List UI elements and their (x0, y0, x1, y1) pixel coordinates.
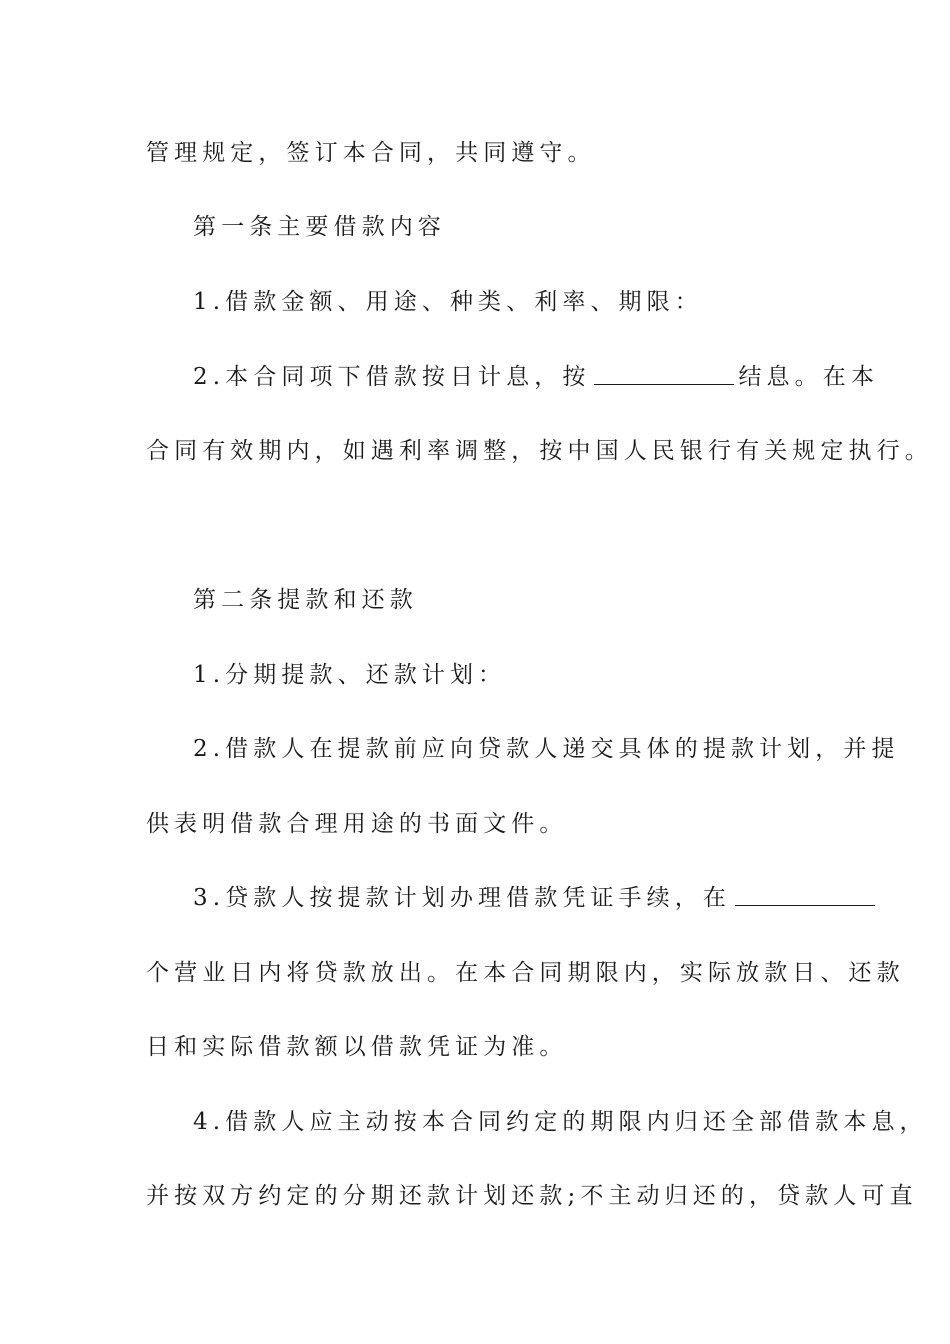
article-2-heading: 第二条提款和还款 (193, 587, 418, 613)
interest-clause-line (193, 362, 879, 392)
paragraph-line: 管理规定，签订本合同，共同遵守。 (146, 140, 596, 166)
paragraph-line: 1.借款金额、用途、种类、利率、期限： (193, 289, 703, 315)
paragraph-line: 并按双方约定的分期还款计划还款;不主动归还的，贷款人可直 (146, 1183, 918, 1209)
blank-settlement-method (594, 364, 734, 385)
paragraph-line: 日和实际借款额以借款凭证为准。 (146, 1034, 568, 1060)
interest-clause-text: 结息。在本 (738, 364, 879, 390)
interest-clause-text: 2.本合同项下借款按日计息，按 (193, 364, 591, 390)
loan-clause-line (193, 883, 875, 913)
paragraph-line: 1.分期提款、还款计划： (193, 662, 507, 688)
paragraph-line: 个营业日内将贷款放出。在本合同期限内，实际放款日、还款 (146, 960, 905, 986)
paragraph-line: 合同有效期内，如遇利率调整，按中国人民银行有关规定执行。 (146, 438, 933, 464)
loan-clause-text: 3.贷款人按提款计划办理借款凭证手续，在 (193, 885, 731, 911)
paragraph-line: 供表明借款合理用途的书面文件。 (146, 811, 568, 837)
article-1-heading: 第一条主要借款内容 (193, 214, 446, 240)
blank-business-days (735, 885, 875, 906)
paragraph-line: 4.借款人应主动按本合同约定的期限内归还全部借款本息， (193, 1109, 928, 1135)
paragraph-line: 2.借款人在提款前应向贷款人递交具体的提款计划，并提 (193, 736, 900, 762)
